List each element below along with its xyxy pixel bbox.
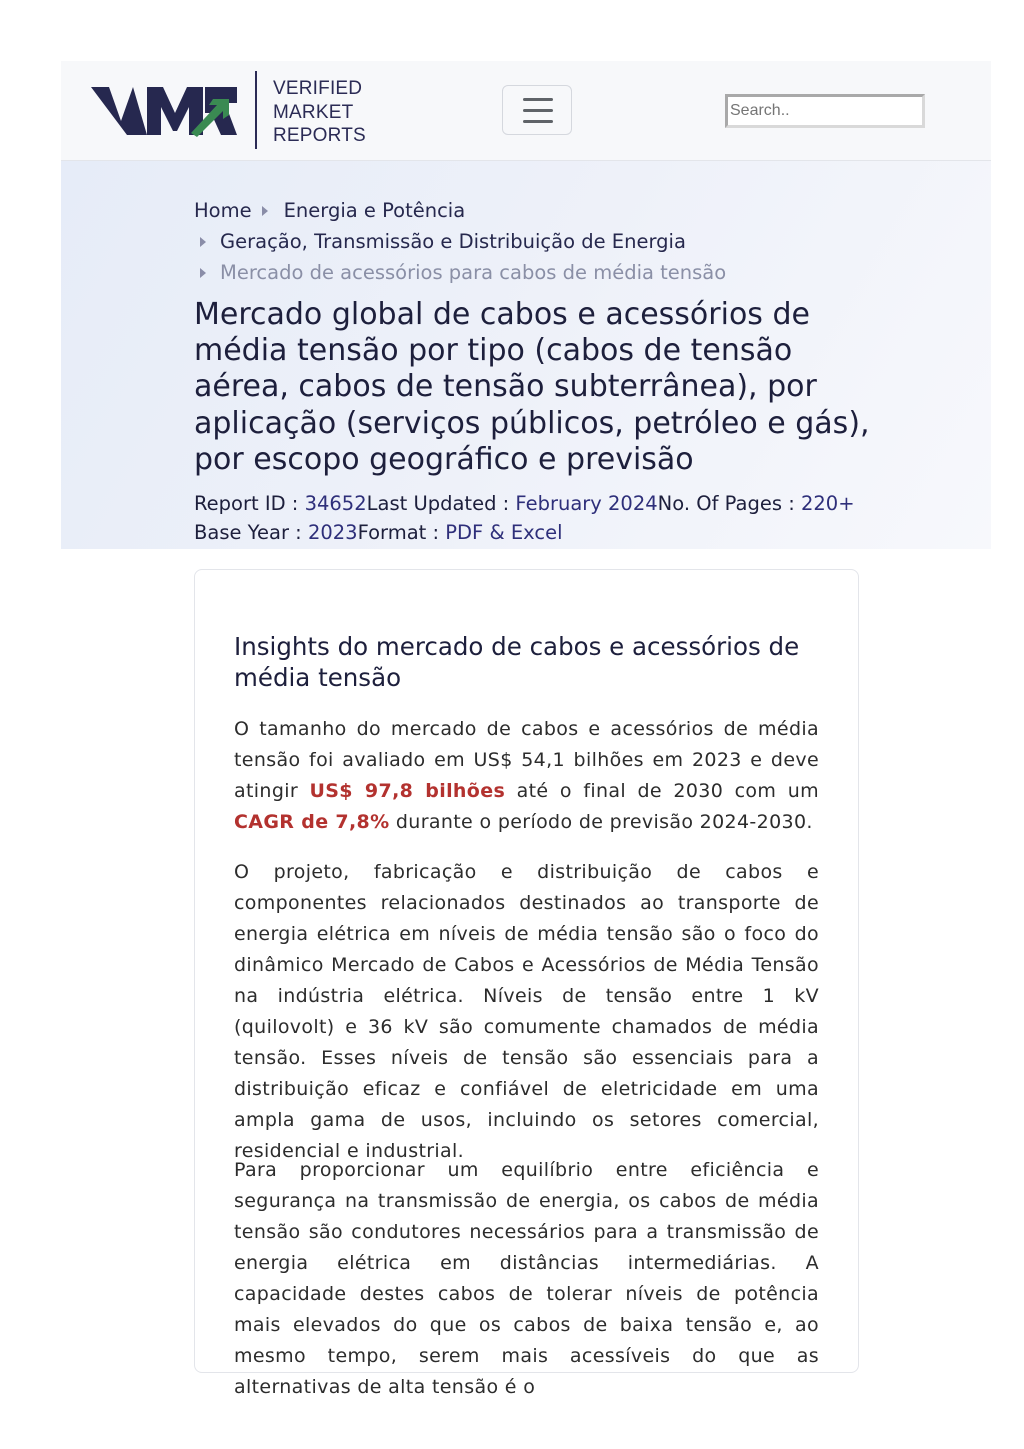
logo-wordmark — [273, 77, 366, 148]
report-meta — [194, 489, 855, 547]
report-hero — [61, 161, 991, 549]
insights-heading: Insights do mercado de cabos e acessórios de média tensão — [234, 632, 800, 692]
breadcrumb-category[interactable]: Energia e Potência — [283, 199, 466, 222]
format-value: PDF & Excel — [445, 521, 563, 544]
market-value-highlight: US$ 97,8 bilhões — [309, 780, 506, 802]
report-id-value: 34652 — [304, 492, 367, 515]
base-year-label: Base Year : — [194, 521, 308, 544]
insights-paragraph-2: O projeto, fabricação e distribuição de cabos e componentes relacionados destinados ao transporte de energia elétrica em níveis de média tensão são o foco do dinâmico Mercado de Cabos e Acessórios de Média Tensão na indústria elétrica. Níveis de tensão entre 1 kV (quilovolt) e 36 kV são comumente chamados de média tensão. Esses níveis de tensão são essenciais para a distribuição eficaz e confiável de eletricidade em uma ampla gama de usos, incluindo os setores comercial, residencial e industrial. — [234, 861, 819, 1162]
logo-line-2: MARKET — [273, 101, 354, 123]
breadcrumb-separator-icon — [200, 237, 206, 247]
breadcrumb-home[interactable]: Home — [194, 199, 252, 222]
menu-toggle-button[interactable] — [502, 85, 572, 135]
logo-line-3: REPORTS — [273, 125, 366, 146]
search-input[interactable] — [725, 94, 925, 128]
pages-label: No. Of Pages : — [657, 492, 801, 515]
insights-paragraph-3: Para proporcionar um equilíbrio entre eficiência e segurança na transmissão de energia, os cabos de média tensão são condutores necessários para a transmissão de energia elétrica em distâncias intermediárias. A capacidade destes cabos de tolerar níveis de potência mais elevados do que os cabos de baixa tensão e, ao mesmo tempo, serem mais acessíveis do que as alternativas de alta tensão é o — [234, 1159, 819, 1398]
p1-text-b: até o final de 2030 com um — [505, 780, 819, 802]
breadcrumb-current: Mercado de acessórios para cabos de média tensão — [220, 261, 727, 284]
pages-value: 220+ — [800, 492, 855, 515]
p1-text-c: durante o período de previsão 2024-2030. — [389, 811, 813, 833]
hamburger-icon — [523, 98, 553, 101]
page-title: Mercado global de cabos e acessórios de média tensão por tipo (cabos de tensão aérea, cabos de tensão subterrânea), por aplicação (serviços públicos, petróleo e gás), por escopo geográfico e previsão — [194, 297, 870, 477]
breadcrumb — [194, 195, 726, 288]
last-updated-value: February 2024 — [515, 492, 658, 515]
last-updated-label: Last Updated : — [366, 492, 516, 515]
p1-text-a: O tamanho do mercado de cabos e acessórios de média tensão foi avaliado em US$ 54,1 bilhões em 2023 e deve atingir — [234, 718, 819, 802]
logo-divider — [255, 71, 257, 149]
base-year-value: 2023 — [307, 521, 358, 544]
insights-card — [194, 569, 859, 1398]
breadcrumb-subcategory[interactable]: Geração, Transmissão e Distribuição de Energia — [220, 230, 686, 253]
breadcrumb-separator-icon — [262, 206, 268, 216]
site-header — [61, 61, 991, 161]
hamburger-icon-bar — [523, 120, 553, 123]
breadcrumb-separator-icon — [200, 268, 206, 278]
report-id-label: Report ID : — [194, 492, 305, 515]
hamburger-icon-bar — [523, 109, 553, 112]
format-label: Format : — [357, 521, 446, 544]
logo-line-1: VERIFIED — [273, 78, 363, 99]
insights-paragraph-1 — [234, 714, 819, 838]
vmr-logo[interactable] — [91, 71, 239, 151]
vmr-logo-icon — [91, 83, 239, 139]
cagr-highlight: CAGR de 7,8% — [234, 811, 390, 833]
